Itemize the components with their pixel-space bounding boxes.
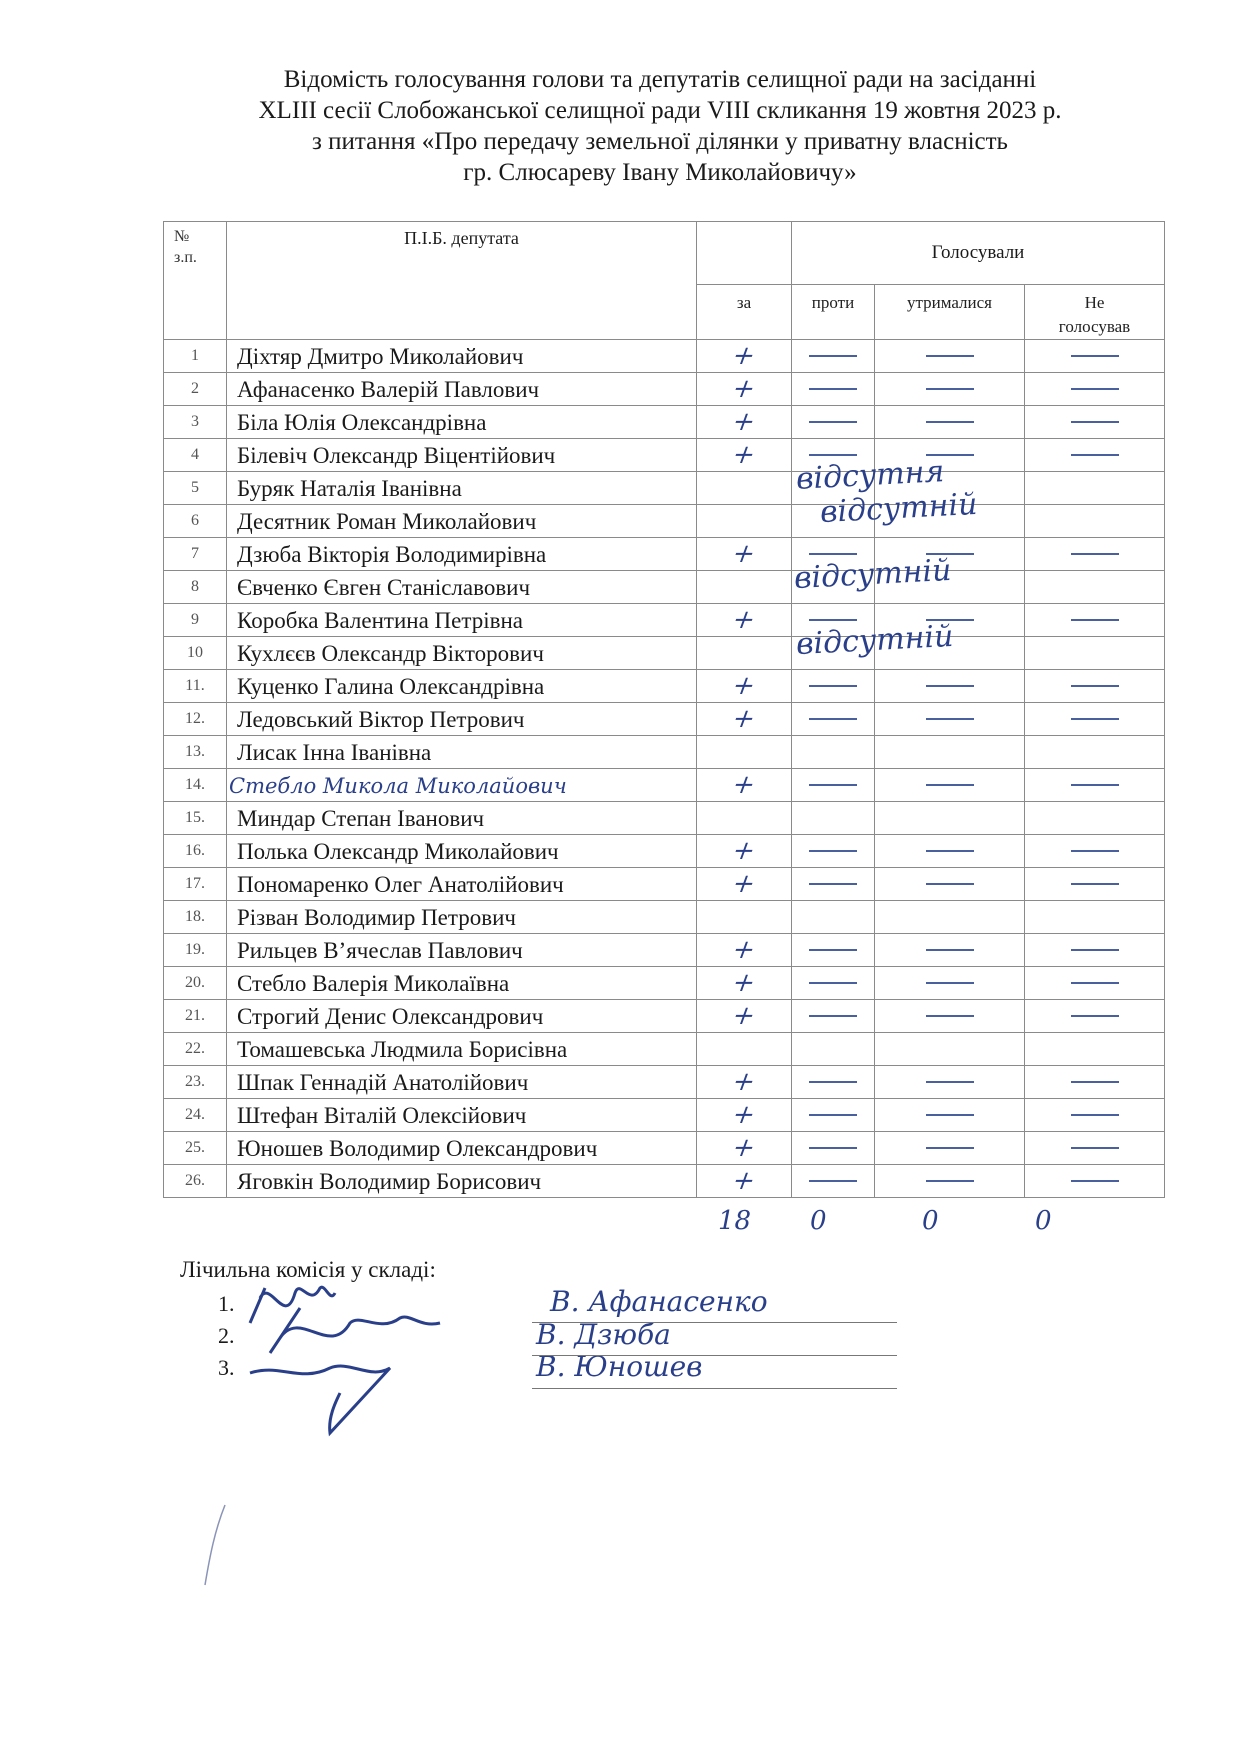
vote-abstain-cell: [875, 373, 1025, 406]
vote-notvoted-cell: [1025, 571, 1165, 604]
signature-line-1: [532, 1322, 897, 1323]
dash-mark: [809, 454, 857, 456]
table-row: [164, 439, 1165, 472]
row-number: 16.: [164, 835, 227, 868]
vote-against-cell: [792, 670, 875, 703]
dash-mark: [1071, 421, 1119, 423]
deputy-name: Різван Володимир Петрович: [227, 901, 697, 934]
vote-against-cell: [792, 967, 875, 1000]
vote-abstain-cell: [875, 670, 1025, 703]
vote-abstain-cell: [875, 802, 1025, 835]
vote-for-cell: [697, 1066, 792, 1099]
vote-for-cell: [697, 967, 792, 1000]
title-line-1: Відомість голосування голови та депутатів селищної ради на засіданні: [283, 66, 1037, 93]
dash-mark: [809, 1081, 857, 1083]
vote-notvoted-cell: [1025, 1165, 1165, 1198]
deputy-name: Стебло Валерія Миколаївна: [227, 967, 697, 1000]
vote-abstain-cell: [875, 934, 1025, 967]
row-number: 12.: [164, 703, 227, 736]
commission-num-3: 3.: [218, 1355, 235, 1380]
vote-for-cell: [697, 1033, 792, 1066]
dash-mark: [1071, 1015, 1119, 1017]
header-number-abbr: з.п.: [174, 249, 197, 266]
header-for: за: [697, 285, 792, 340]
vote-against-cell: [792, 340, 875, 373]
header-for-top: [697, 222, 792, 285]
vote-against-cell: [792, 901, 875, 934]
dash-mark: [926, 850, 974, 852]
dash-mark: [1071, 388, 1119, 390]
vote-abstain-cell: [875, 406, 1025, 439]
dash-mark: [926, 982, 974, 984]
dash-mark: [1071, 1114, 1119, 1116]
row-number: 17.: [164, 868, 227, 901]
plus-mark: +: [727, 1133, 761, 1163]
deputy-name: Афанасенко Валерій Павлович: [227, 373, 697, 406]
row-number: 15.: [164, 802, 227, 835]
table-row: [164, 538, 1165, 571]
header-notvoted-line1: Не: [1084, 293, 1105, 312]
vote-for-cell: [697, 802, 792, 835]
plus-mark: +: [727, 341, 761, 371]
vote-against-cell: [792, 1132, 875, 1165]
row-number: 2: [164, 373, 227, 406]
vote-against-cell: [792, 703, 875, 736]
table-row: [164, 1165, 1165, 1198]
vote-notvoted-cell: [1025, 439, 1165, 472]
vote-against-cell: [792, 1165, 875, 1198]
vote-abstain-cell: [875, 736, 1025, 769]
table-row: [164, 340, 1165, 373]
table-row: [164, 637, 1165, 670]
table-row: [164, 1000, 1165, 1033]
dash-mark: [926, 355, 974, 357]
signature-line-2: [532, 1355, 897, 1356]
commission-member-2: В. Дзюба: [536, 1318, 671, 1351]
row-number: 22.: [164, 1033, 227, 1066]
deputy-name: Євченко Євген Станіславович: [227, 571, 697, 604]
total-notvoted: 0: [1035, 1206, 1052, 1236]
dash-mark: [926, 949, 974, 951]
title-line-4: гр. Слюсареву Івану Миколайовичу»: [463, 159, 857, 186]
vote-for-cell: [697, 604, 792, 637]
absent-label: відсутній: [795, 618, 955, 663]
vote-notvoted-cell: [1025, 670, 1165, 703]
dash-mark: [1071, 454, 1119, 456]
dash-mark: [926, 1114, 974, 1116]
dash-mark: [809, 355, 857, 357]
row-number: 23.: [164, 1066, 227, 1099]
table-row: [164, 1033, 1165, 1066]
row-number: 14.: [164, 769, 227, 802]
dash-mark: [809, 1180, 857, 1182]
deputy-name: Білевіч Олександр Віцентійович: [227, 439, 697, 472]
dash-mark: [809, 850, 857, 852]
document-title: [150, 64, 1170, 188]
row-number: 3: [164, 406, 227, 439]
vote-notvoted-cell: [1025, 1132, 1165, 1165]
deputy-name: Стебло Микола Миколайович: [227, 769, 697, 802]
commission-num-1: 1.: [218, 1291, 235, 1316]
total-against: 0: [810, 1206, 827, 1236]
table-row: [164, 406, 1165, 439]
header-number-sign: №: [174, 228, 190, 245]
plus-mark: +: [727, 935, 761, 965]
plus-mark: +: [727, 605, 761, 635]
table-row: [164, 571, 1165, 604]
dash-mark: [1071, 1180, 1119, 1182]
vote-for-cell: [697, 472, 792, 505]
row-number: 10: [164, 637, 227, 670]
dash-mark: [1071, 949, 1119, 951]
dash-mark: [1071, 355, 1119, 357]
table-row: [164, 703, 1165, 736]
header-notvoted: [1025, 285, 1165, 340]
deputy-name: Миндар Степан Іванович: [227, 802, 697, 835]
absent-label: відсутній: [819, 486, 979, 531]
vote-notvoted-cell: [1025, 340, 1165, 373]
vote-notvoted-cell: [1025, 1033, 1165, 1066]
vote-notvoted-cell: [1025, 406, 1165, 439]
row-number: 11.: [164, 670, 227, 703]
vote-against-cell: [792, 736, 875, 769]
vote-for-cell: [697, 1132, 792, 1165]
table-row: [164, 934, 1165, 967]
voting-table: [163, 221, 1165, 1198]
absent-label: відсутня: [795, 454, 946, 497]
row-number: 8: [164, 571, 227, 604]
dash-mark: [926, 421, 974, 423]
vote-notvoted-cell: [1025, 637, 1165, 670]
table-row: [164, 901, 1165, 934]
deputy-name: Куценко Галина Олександрівна: [227, 670, 697, 703]
vote-against-cell: [792, 802, 875, 835]
deputy-name: Юношев Володимир Олександрович: [227, 1132, 697, 1165]
table-row: [164, 373, 1165, 406]
deputy-name: Лисак Інна Іванівна: [227, 736, 697, 769]
row-number: 4: [164, 439, 227, 472]
vote-for-cell: [697, 868, 792, 901]
vote-against-cell: [792, 934, 875, 967]
counting-commission-label: Лічильна комісія у складі:: [180, 1257, 436, 1282]
dash-mark: [926, 718, 974, 720]
table-row: [164, 769, 1165, 802]
dash-mark: [809, 1015, 857, 1017]
vote-for-cell: [697, 901, 792, 934]
table-row: [164, 1099, 1165, 1132]
vote-against-cell: [792, 835, 875, 868]
vote-for-cell: [697, 1099, 792, 1132]
vote-for-cell: [697, 637, 792, 670]
dash-mark: [809, 982, 857, 984]
dash-mark: [809, 949, 857, 951]
title-line-3: з питання «Про передачу земельної ділянки у приватну власність: [312, 128, 1008, 155]
deputy-name: Коробка Валентина Петрівна: [227, 604, 697, 637]
table-row: [164, 736, 1165, 769]
vote-notvoted-cell: [1025, 901, 1165, 934]
vote-notvoted-cell: [1025, 373, 1165, 406]
vote-for-cell: [697, 406, 792, 439]
header-voted: Голосували: [792, 222, 1165, 285]
commission-num-2: 2.: [218, 1323, 235, 1348]
vote-abstain-cell: [875, 703, 1025, 736]
dash-mark: [809, 1114, 857, 1116]
header-notvoted-line2: голосував: [1058, 317, 1131, 336]
vote-abstain-cell: [875, 1132, 1025, 1165]
dash-mark: [809, 388, 857, 390]
deputy-name: Діхтяр Дмитро Миколайович: [227, 340, 697, 373]
vote-for-cell: [697, 703, 792, 736]
dash-mark: [926, 685, 974, 687]
header-against: проти: [792, 285, 875, 340]
vote-notvoted-cell: [1025, 835, 1165, 868]
deputy-name: Строгий Денис Олександрович: [227, 1000, 697, 1033]
title-line-2: XLIII сесії Слобожанської селищної ради VIII скликання 19 жовтня 2023 р.: [258, 97, 1062, 124]
vote-against-cell: [792, 1000, 875, 1033]
vote-abstain-cell: [875, 340, 1025, 373]
dash-mark: [926, 1147, 974, 1149]
vote-against-cell: [792, 769, 875, 802]
table-row: [164, 1132, 1165, 1165]
vote-abstain-cell: [875, 868, 1025, 901]
dash-mark: [1071, 718, 1119, 720]
row-number: 6: [164, 505, 227, 538]
plus-mark: +: [727, 1067, 761, 1097]
table-row: [164, 1066, 1165, 1099]
vote-against-cell: [792, 373, 875, 406]
vote-notvoted-cell: [1025, 769, 1165, 802]
plus-mark: +: [727, 407, 761, 437]
vote-notvoted-cell: [1025, 1066, 1165, 1099]
dash-mark: [926, 1081, 974, 1083]
stray-pen-mark: [195, 1500, 235, 1590]
vote-against-cell: [792, 1066, 875, 1099]
vote-against-cell: [792, 1099, 875, 1132]
vote-for-cell: [697, 769, 792, 802]
dash-mark: [1071, 883, 1119, 885]
dash-mark: [1071, 1081, 1119, 1083]
deputy-name: Штефан Віталій Олексійович: [227, 1099, 697, 1132]
plus-mark: +: [727, 539, 761, 569]
vote-notvoted-cell: [1025, 1099, 1165, 1132]
vote-abstain-cell: [875, 769, 1025, 802]
row-number: 25.: [164, 1132, 227, 1165]
vote-notvoted-cell: [1025, 802, 1165, 835]
deputy-name: Дзюба Вікторія Володимирівна: [227, 538, 697, 571]
vote-for-cell: [697, 670, 792, 703]
dash-mark: [809, 553, 857, 555]
deputy-name: Шпак Геннадій Анатолійович: [227, 1066, 697, 1099]
row-number: 18.: [164, 901, 227, 934]
plus-mark: +: [727, 671, 761, 701]
plus-mark: +: [727, 968, 761, 998]
vote-notvoted-cell: [1025, 1000, 1165, 1033]
vote-against-cell: [792, 406, 875, 439]
signature-3: [250, 1366, 390, 1433]
total-for: 18: [718, 1206, 752, 1236]
vote-for-cell: [697, 439, 792, 472]
row-number: 13.: [164, 736, 227, 769]
deputy-name: Десятник Роман Миколайович: [227, 505, 697, 538]
vote-notvoted-cell: [1025, 505, 1165, 538]
header-number: [164, 222, 227, 340]
row-number: 1: [164, 340, 227, 373]
plus-mark: +: [727, 1100, 761, 1130]
vote-abstain-cell: [875, 1099, 1025, 1132]
vote-abstain-cell: [875, 835, 1025, 868]
absent-label: відсутній: [793, 552, 953, 597]
row-number: 24.: [164, 1099, 227, 1132]
vote-against-cell: [792, 868, 875, 901]
dash-mark: [809, 619, 857, 621]
vote-for-cell: [697, 736, 792, 769]
dash-mark: [809, 421, 857, 423]
deputy-name: Кухлєєв Олександр Вікторович: [227, 637, 697, 670]
deputy-name: Буряк Наталія Іванівна: [227, 472, 697, 505]
dash-mark: [809, 1147, 857, 1149]
vote-for-cell: [697, 934, 792, 967]
vote-for-cell: [697, 835, 792, 868]
commission-member-1: В. Афанасенко: [550, 1285, 768, 1318]
header-name: П.І.Б. депутата: [227, 222, 697, 340]
row-number: 20.: [164, 967, 227, 1000]
signature-2: [270, 1308, 440, 1353]
vote-for-cell: [697, 373, 792, 406]
row-number: 5: [164, 472, 227, 505]
plus-mark: +: [727, 836, 761, 866]
dash-mark: [809, 883, 857, 885]
dash-mark: [926, 388, 974, 390]
dash-mark: [926, 1180, 974, 1182]
vote-notvoted-cell: [1025, 604, 1165, 637]
row-number: 7: [164, 538, 227, 571]
table-row: [164, 868, 1165, 901]
commission-member-3: В. Юношев: [536, 1350, 703, 1383]
table-row: [164, 472, 1165, 505]
vote-notvoted-cell: [1025, 736, 1165, 769]
table-row: [164, 802, 1165, 835]
signature-line-3: [532, 1388, 897, 1389]
vote-notvoted-cell: [1025, 703, 1165, 736]
deputy-name: Томашевська Людмила Борисівна: [227, 1033, 697, 1066]
header-abstain: утрималися: [875, 285, 1025, 340]
deputy-name: Яговкін Володимир Борисович: [227, 1165, 697, 1198]
table-row: [164, 604, 1165, 637]
dash-mark: [1071, 1147, 1119, 1149]
vote-notvoted-cell: [1025, 934, 1165, 967]
dash-mark: [926, 883, 974, 885]
dash-mark: [809, 718, 857, 720]
vote-against-cell: [792, 1033, 875, 1066]
dash-mark: [926, 1015, 974, 1017]
plus-mark: +: [727, 374, 761, 404]
dash-mark: [809, 784, 857, 786]
table-row: [164, 505, 1165, 538]
dash-mark: [1071, 850, 1119, 852]
vote-abstain-cell: [875, 1033, 1025, 1066]
dash-mark: [1071, 982, 1119, 984]
dash-mark: [1071, 784, 1119, 786]
deputy-name: Пономаренко Олег Анатолійович: [227, 868, 697, 901]
plus-mark: +: [727, 869, 761, 899]
vote-notvoted-cell: [1025, 538, 1165, 571]
dash-mark: [926, 784, 974, 786]
table-row: [164, 670, 1165, 703]
plus-mark: +: [727, 440, 761, 470]
table-row: [164, 835, 1165, 868]
total-abstain: 0: [922, 1206, 939, 1236]
vote-abstain-cell: [875, 1165, 1025, 1198]
signature-scribbles: [240, 1268, 480, 1438]
vote-abstain-cell: [875, 967, 1025, 1000]
vote-notvoted-cell: [1025, 967, 1165, 1000]
deputy-name: Біла Юлія Олександрівна: [227, 406, 697, 439]
table-row: [164, 967, 1165, 1000]
vote-abstain-cell: [875, 901, 1025, 934]
vote-for-cell: [697, 340, 792, 373]
vote-abstain-cell: [875, 1066, 1025, 1099]
dash-mark: [809, 685, 857, 687]
vote-for-cell: [697, 1165, 792, 1198]
row-number: 19.: [164, 934, 227, 967]
deputy-name: Ледовський Віктор Петрович: [227, 703, 697, 736]
plus-mark: +: [727, 770, 761, 800]
plus-mark: +: [727, 704, 761, 734]
vote-abstain-cell: [875, 1000, 1025, 1033]
deputy-name: Полька Олександр Миколайович: [227, 835, 697, 868]
plus-mark: +: [727, 1166, 761, 1196]
dash-mark: [1071, 619, 1119, 621]
dash-mark: [1071, 553, 1119, 555]
vote-for-cell: [697, 538, 792, 571]
plus-mark: +: [727, 1001, 761, 1031]
dash-mark: [1071, 685, 1119, 687]
row-number: 9: [164, 604, 227, 637]
vote-for-cell: [697, 1000, 792, 1033]
row-number: 26.: [164, 1165, 227, 1198]
vote-notvoted-cell: [1025, 868, 1165, 901]
row-number: 21.: [164, 1000, 227, 1033]
vote-for-cell: [697, 505, 792, 538]
vote-for-cell: [697, 571, 792, 604]
deputy-name: Рильцев В’ячеслав Павлович: [227, 934, 697, 967]
vote-notvoted-cell: [1025, 472, 1165, 505]
